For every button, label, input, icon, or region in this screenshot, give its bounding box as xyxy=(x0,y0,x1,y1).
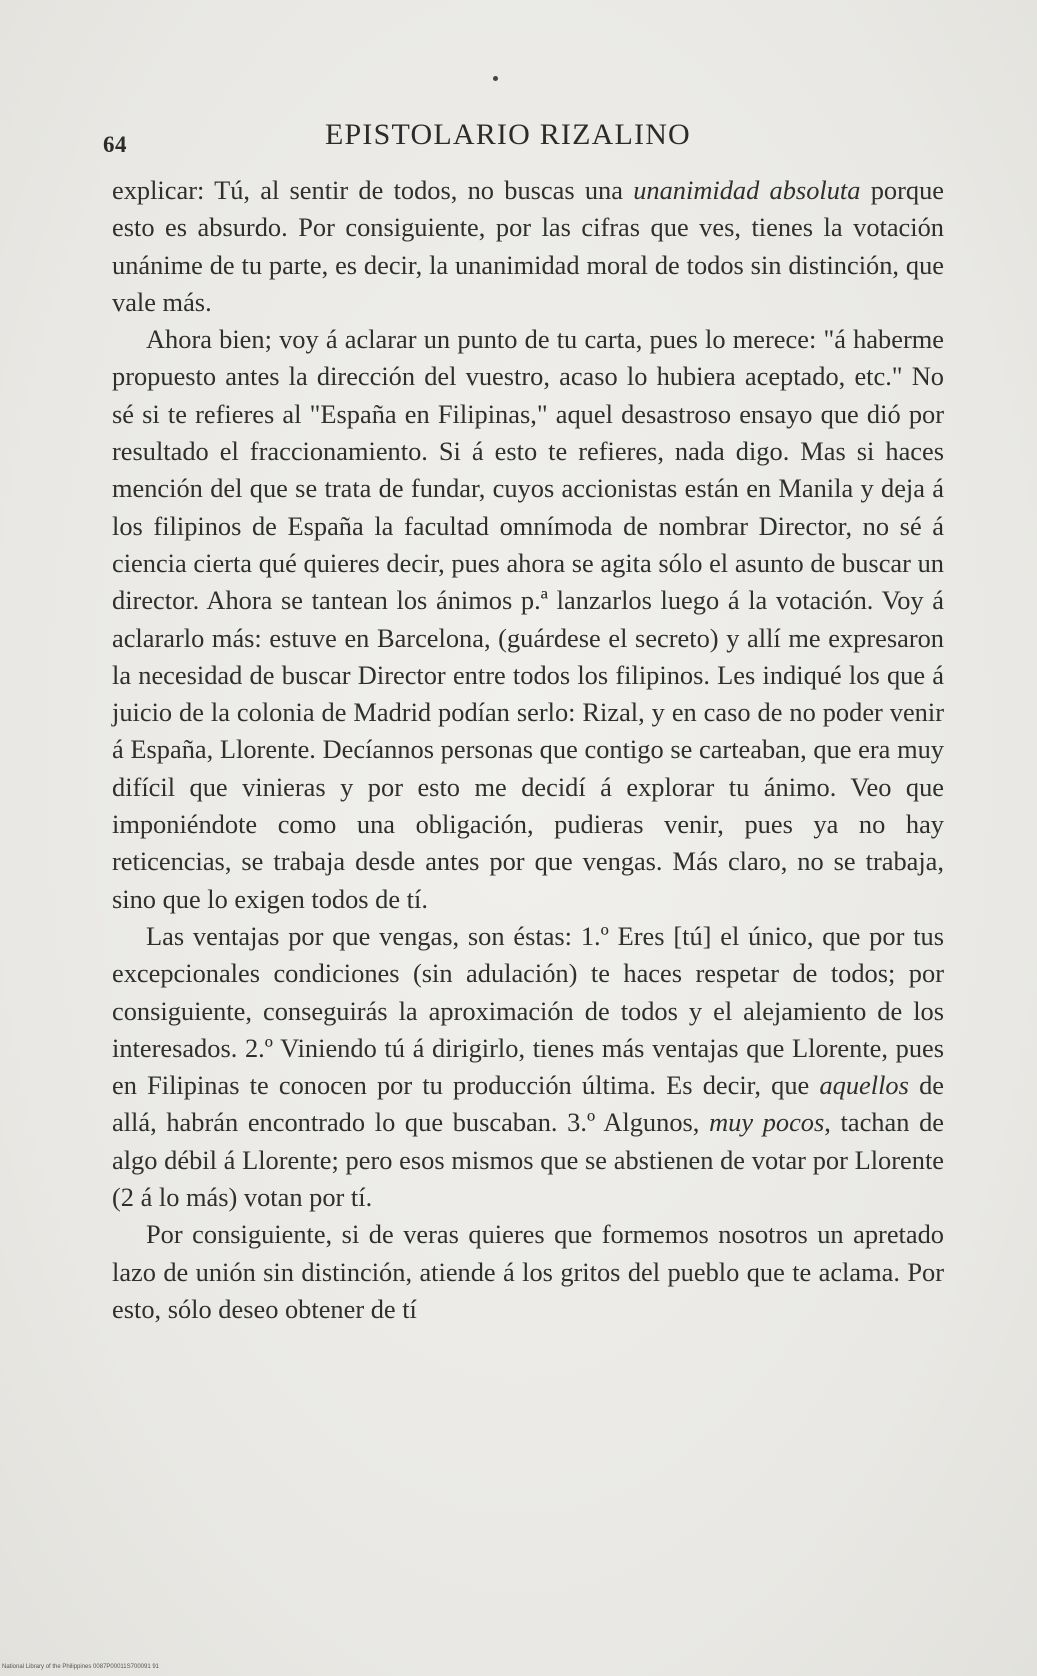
text-run: de allá, habrán encontrado lo que buscaban. 3.º Algunos, xyxy=(112,1070,944,1138)
italic-text: muy pocos xyxy=(709,1107,825,1138)
running-head: EPISTOLARIO RIZALINO xyxy=(325,118,691,151)
paragraph xyxy=(112,1216,944,1328)
paragraph xyxy=(112,918,944,1216)
text-run: , tachan de algo débil á Llorente; pero esos mismos que se abstienen de votar por Llorente (2 á lo más) votan por tí. xyxy=(112,1107,944,1213)
page-header xyxy=(103,118,903,158)
paragraph xyxy=(112,321,944,918)
archive-credit: National Library of the Philippines 0087P00011S700091 91 xyxy=(2,1664,160,1670)
text-run: Ahora bien; voy á aclarar un punto de tu carta, pues lo merece: "á haberme propuesto antes la dirección del vuestro, acaso lo hubiera aceptado, etc." No sé si te refieres al "España en Filipinas," aquel desastroso ensayo que dió por resultado el fraccionamiento. Si á esto te refieres, nada digo. Mas si haces mención del que se trata de fundar, cuyos accionistas están en Manila y deja á los filipinos de España la facultad omnímoda de nombrar Director, no sé á ciencia cierta qué quieres decir, pues ahora se agita sólo el asunto de buscar un director. Ahora se tantean los ánimos p.ª lanzarlos luego á la votación. Voy á aclararlo más: estuve en Barcelona, (guárdese el secreto) y allí me expresaron la necesidad de buscar Director entre todos los filipinos. Les indiqué los que á juicio de la colonia de Madrid podían serlo: Rizal, y en caso de no poder venir á España, Llorente. Decíannos personas que contigo se carteaban, que era muy difícil que vinieras y por esto me decidí á explorar tu ánimo. Veo que imponiéndote como una obligación, pudieras venir, pues ya no hay reticencias, se trabaja desde antes por que vengas. Más claro, no se trabaja, sino que lo exigen todos de tí. xyxy=(112,324,944,914)
text-run: porque esto es absurdo. Por consiguiente, por las cifras que ves, tienes la votación unánime de tu parte, es decir, la unanimidad moral de todos sin distinción, que vale más. xyxy=(112,175,944,317)
italic-text: unanimidad absoluta xyxy=(633,175,861,205)
text-run: Por consiguiente, si de veras quieres que formemos nosotros un apretado lazo de unión sin distinción, atiende á los gritos del pueblo que te aclama. Por esto, sólo deseo obtener de tí xyxy=(112,1219,944,1324)
text-run: Las ventajas por que vengas, son éstas: 1.º Eres [tú] el único, que por tus excepcionales condiciones (sin adulación) te haces respetar de todos; por consiguiente, conseguirás la aproximación de todos y el alejamiento de los interesados. 2.º Viniendo tú á dirigirlo, tienes más ventajas que Llorente, pues en Filipinas te conocen por tu producción última. Es decir, que xyxy=(112,920,944,1101)
paragraph xyxy=(112,172,944,321)
letter-body xyxy=(112,172,944,1328)
page-number: 64 xyxy=(103,132,127,157)
italic-text: aquellos xyxy=(819,1070,909,1101)
printer-mark xyxy=(493,76,498,81)
text-run: explicar: Tú, al sentir de todos, no buscas una xyxy=(112,175,634,205)
